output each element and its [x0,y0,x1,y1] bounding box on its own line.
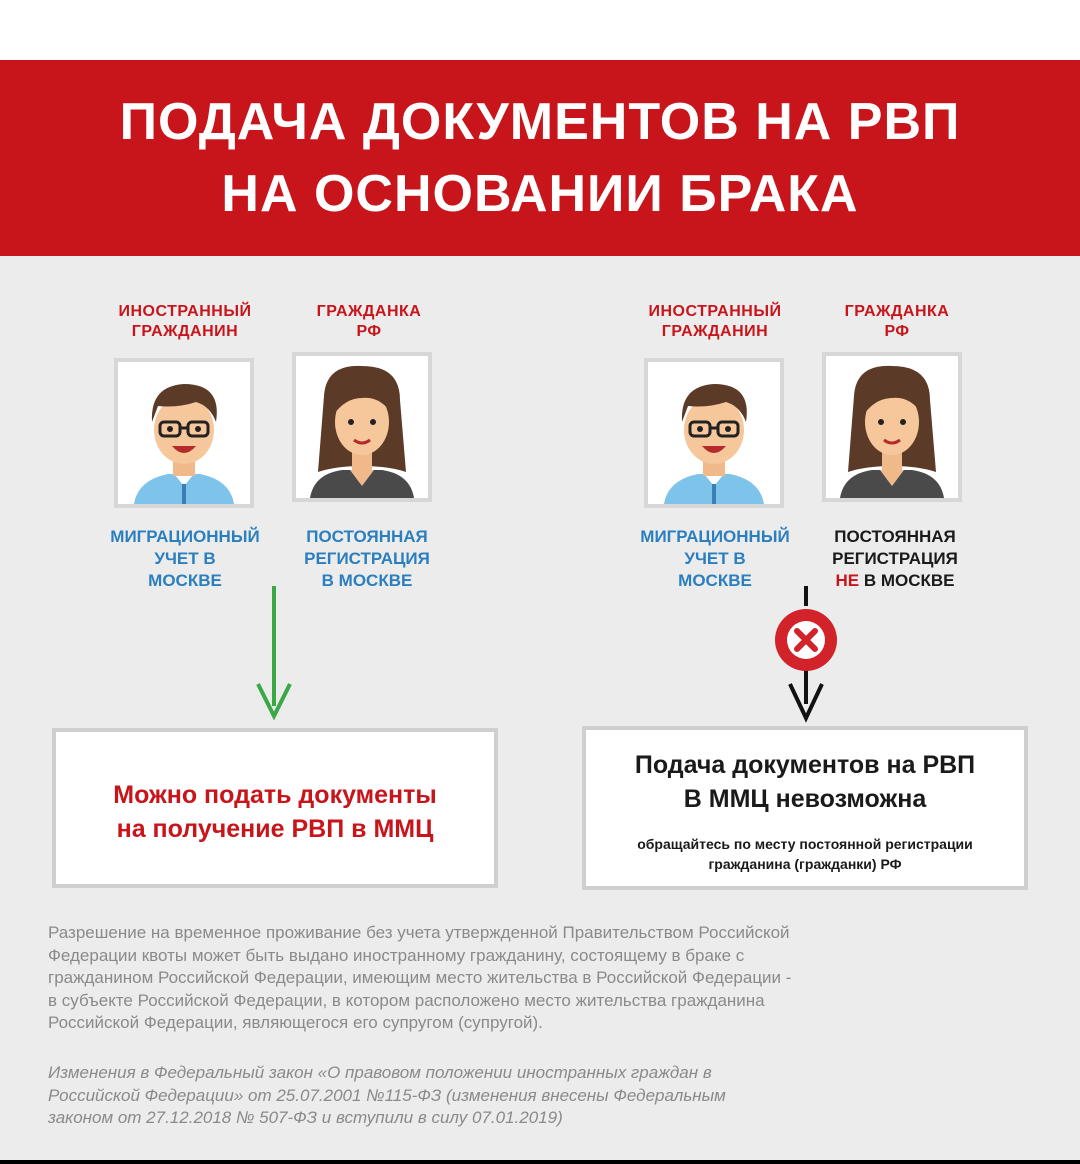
legal-paragraph: Разрешение на временное проживание без учета утвержденной Правительством Российской Федерации квоты может быть выдано иностранному гражданину, состоящему в браке с гражданином Российской Федерации, имеющим место жительства в Российской Федерации - в субъекте Российской Федерации, в котором расположено место жительства гражданина Российской Федерации, являющегося его супругом (супругой). [48,923,792,1032]
left-result-text: Можно подать документы на получение РВП в ММЦ [113,781,437,843]
title-banner [0,60,1080,256]
top-margin [0,0,1080,60]
right-citizen-role: ГРАЖДАНКА РФ [844,303,950,340]
female-portrait-icon [292,352,432,502]
left-foreigner-caption: МИГРАЦИОННЫЙ УЧЕТ В МОСКВЕ [110,527,260,590]
right-result-text: Подача документов на РВП В ММЦ невозможна [634,751,976,813]
left-citizen-caption: ПОСТОЯННАЯ РЕГИСТРАЦИЯ В МОСКВЕ [304,527,430,590]
right-foreigner-role: ИНОСТРАННЫЙ ГРАЖДАНИН [648,303,782,340]
law-reference: Изменения в Федеральный закон «О правовом положении иностранных граждан в Российской Федерации» от 25.07.2001 №115-ФЗ (изменения внесены Федеральным законом от 27.12.2018 № 507-ФЗ и вступили в силу 07.01.2019) [48,1063,726,1127]
title-line-2: НА ОСНОВАНИИ БРАКА [221,165,859,223]
male-portrait-icon [644,358,784,508]
right-foreigner-caption: МИГРАЦИОННЫЙ УЧЕТ В МОСКВЕ [640,527,790,590]
arrow-down-icon [256,586,296,722]
female-portrait-icon [822,352,962,502]
left-citizen-role: ГРАЖДАНКА РФ [316,303,422,340]
left-foreigner-role: ИНОСТРАННЫЙ ГРАЖДАНИН [118,303,252,340]
right-citizen-caption: ПОСТОЯННАЯ РЕГИСТРАЦИЯ НЕ В МОСКВЕ [832,527,958,590]
right-result-box [582,726,1028,890]
negation-word: НЕ [835,571,860,590]
cross-circle-icon [772,606,840,674]
bottom-edge [0,1160,1080,1164]
title-line-1: ПОДАЧА ДОКУМЕНТОВ НА РВП [119,93,961,151]
male-portrait-icon [114,358,254,508]
right-result-note: обращайтесь по месту постоянной регистрации гражданина (гражданки) РФ [637,836,973,872]
left-result-box [52,728,498,888]
